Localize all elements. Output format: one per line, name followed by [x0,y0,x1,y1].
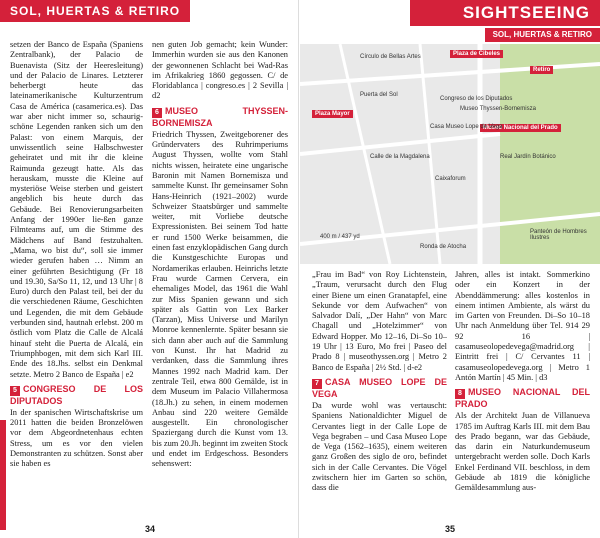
section-6-text: Friedrich Thyssen, Zweitgeborener des Gründervaters des Ruhrimperiums August Thyssen, wollte vom Stahl nichts wissen, heiratete eine ungarische Baronin mit Namen Bornemisza und sammelte Kunst. Ihr gemeinsamer Sohn Hans-Heinrich (1921–2002) wurde Schweizer Staatsbürger und sammelte weiter, mit Vorliebe deutsche Expressionisten. Bei seinem Tod hatte er rund 1500 Werke beisammen, die einen fast enzyklopädischen Gang durch die Kunstgeschichte Europas und Nordamerikas erlauben. Heinrichs letzte Frau wurde Carmen Cervera, ein ehemaliges Model, das 1961 die Wahl zur Miss Spanien gewann und sich später als Gattin von Lex Barker (Tarzan), Miss Universe und Marilyn Monroe kennenlernte. Später besann sie sich dann aber auch auf die Sammlung von Kunst. Ihr hat Madrid zu verdanken, dass die Sammlung ihres Mannes 1992 nach Madrid kam. Der zentrale Teil, etwa 800 Gemälde, ist in dem Museum im Palacio Villahermosa (18.Jh.) zu sehen, in einem modernen Anbau sind 220 weitere Gemälde ausgestellt. Ein chronologischer Spaziergang durch die Kunst vom 13. bis zum 20.Jh. beginnt im zweiten Stock und endet im Erdgeschoss. Besonders sehenswert: [152,129,288,469]
map-label: Caixaforum [435,176,466,182]
right-col2-text: Jahren, alles ist intakt. Sommerkino oder ein Konzert in der Abenddämmerung: alles kostenlos in einem intimen Ambiente, als wärst du im Garten von Freunden. Di–So 10–18 Uhr nach Anmeldung über Tel. 914 29 92 16 | casamuseolopedevega@madrid.org | Eintritt frei | C/ Cervantes 11 | casamuseolopedevega.org | Metro 1 Antón Martín | 45 Min. | d3 [455,270,590,382]
map-title: SOL, HUERTAS & RETIRO [485,28,600,42]
map-label: Círculo de Bellas Artes [360,54,421,60]
map-label: Puerta del Sol [360,92,398,98]
map-label: Congreso de los Diputados [440,96,513,102]
right-column-1 [312,270,447,494]
section-6-number: 6 [152,108,162,118]
map-label: Museo Thyssen-Bornemisza [460,106,536,112]
left-col1-text: setzen der Banco de España (Spaniens Zentralbank), der Palacio de Buenavista (Sitz der Heeresleitung) und der Palacio de Linares. Letzterer beherbergt heute das lateinamerikanische Kulturzentrum Casa de América (casamerica.es). Das war aber nicht immer so, schaurig-schöne Legenden ranken sich um den Palast: von einem Marquis, der unwissentlich seine Halbschwester geheiratet und mit ihr die kleine Raimunda gezeugt hatte. Als das herauskam, musste die Kleine auf mysteriöse Weise sterben und geistert angeblich bis heute durch das Gebäude. Bei Renovierungsarbeiten Anfang der 1990er lie-ßen ganze Filmteams auf, um die Stimme des Mädchens auf Band festzuhalten. „Mama, wo bist du“, soll sie immer wieder gerufen haben … Nimm an einer geführten Besichtigung (Fr 18 und 19.30, Sa/So 11, 12, und 13 Uhr | 8 Euro) durch den Palast teil, bei der du die verschiedenen Räume, Geschichten und Legenden, die mit dem Gebäude verbunden sind, hautnah erlebst. 200 m östlich vom Platz die Calle de Alcalá hinauf steht die Puerta de Alcalá, ein Triumphbogen, mit dem sich Karl III. Ende des 18.Jhs. selbst ein Denkmal setzte. Metro 2 Banco de España | e2 [10,40,143,379]
right-col1-text: „Frau im Bad“ von Roy Lichtenstein, „Traum, verursacht durch den Flug einer Biene um einen Granatapfel, eine Sekunde vor dem Aufwachen“ von Salvador Dalí, „Der Hahn“ von Marc Chagall und „Hotelzimmer“ von Edward Hopper. Mo 12–16, Di–So 10–19 Uhr | 13 Euro, Mo frei | Paseo del Prado 8 | museothyssen.org | Metro 2 Banco de España | 2½ Std. | d-e2 [312,270,447,372]
page-number-left: 34 [145,524,156,534]
section-5-text: In der spanischen Wirtschaftskrise um 2011 hatten die beiden Bronzelöwen vor dem Abgeordnetenhaus echten Stress, um es vor den vielen Demonstranten zu schützen. Sonst aber sie haben es [10,407,143,469]
map-label: Calle de la Magdalena [370,154,430,160]
left-page [0,0,299,538]
section-7-number: 7 [312,379,322,389]
map-label: Real Jardín Botánico [500,154,556,160]
map-tag-retiro: Retiro [530,66,553,74]
section-8-title [455,387,590,409]
right-header: SIGHTSEEING [410,0,600,26]
left-column-2 [152,40,288,470]
left-column-1 [10,40,143,470]
section-5-label: CONGRESO DE LOS DIPUTADOS [10,383,143,406]
right-column-2 [455,270,590,494]
map-tag-prado: Museo Nacional del Prado [480,124,561,132]
map-tag-cibeles: Plaza de Cibeles [450,50,503,58]
map-scale: 400 m / 437 yd [320,234,360,240]
area-map [300,44,600,264]
left-sidebar-bar [0,420,6,530]
section-8-label: MUSEO NACIONAL DEL PRADO [455,387,590,410]
section-8-text: Als der Architekt Juan de Villanueva 1785 im Auftrag Karls III. mit dem Bau des Prado begann, war das Gebäude, das darin ein Naturkundemuseum untergebracht werden solle. Doch Karls Enkel Ferdinand VII. beschloss, in dem Gebäude ab 1819 die königliche Gemäldesammlung aus- [455,411,590,493]
map-label: Ronda de Atocha [420,244,467,250]
left-col2-text: nen guten Job gemacht; kein Wunder: Immerhin wurden sie aus den Kanonen der gewonnenen Schlacht bei Wad-Ras im Afrikakrieg 1860 gegossen. C/ de Floridablanca | congreso.es | 2 Sevilla | d2 [152,40,288,101]
map-label: Casa Museo Lope de Vega [430,124,503,130]
section-5-title [10,384,143,406]
section-6-title [152,106,288,128]
map-label: Panteón de Hombres Ilustres [530,229,587,241]
map-street [300,134,500,154]
left-header: SOL, HUERTAS & RETIRO [0,0,190,22]
section-7-label: CASA MUSEO LOPE DE VEGA [312,376,447,399]
map-tag-plaza-mayor: Plaza Mayor [312,110,353,118]
section-7-text: Da wurde wohl was vertauscht: Spaniens Nationaldichter Miguel de Cervantes liegt in der Calle Lope de Vega begraben – und Casa Museo Lope de Vega (1562–1635), einem weiteren ganz Großen des siglo de oro, befindet sich in der Calle Cervantes. Die Vögel zwitschern hier im Garten so schön, dass die [312,400,447,493]
section-7-title [312,377,447,399]
page-number-right: 35 [445,524,456,534]
section-6-label: MUSEO THYSSEN-BORNEMISZA [152,105,288,128]
section-5-number: 5 [10,386,20,396]
section-8-number: 8 [455,389,465,399]
